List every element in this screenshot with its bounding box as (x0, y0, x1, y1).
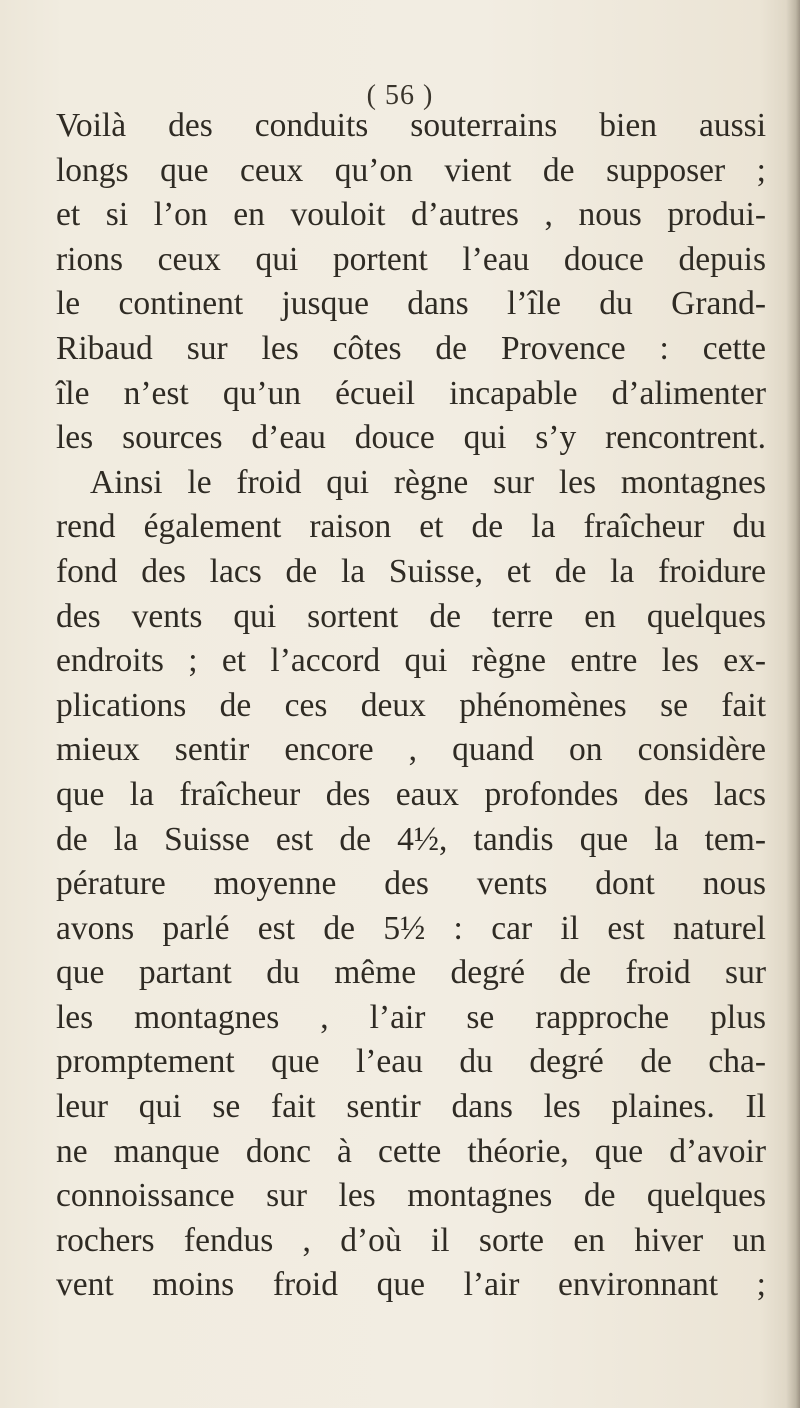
text-line: que la fraîcheur des eaux profondes des lacs (56, 775, 766, 813)
text-line: Ainsi le froid qui règne sur les montagnes (90, 463, 766, 501)
text-line: fond des lacs de la Suisse, et de la froidure (56, 552, 766, 590)
text-line: connoissance sur les montagnes de quelques (56, 1177, 766, 1215)
text-line: rions ceux qui portent l’eau douce depuis (56, 240, 766, 278)
text-line: plications de ces deux phénomènes se fait (56, 686, 766, 724)
text-line: que partant du même degré de froid sur (56, 954, 766, 992)
page-number: ( 56 ) (366, 80, 434, 111)
text-line: rend également raison et de la fraîcheur du (56, 508, 766, 546)
text-line: Voilà des conduits souterrains bien aussi (56, 107, 766, 144)
text-line: rochers fendus , d’où il sorte en hiver un (56, 1221, 766, 1259)
body-text (56, 104, 766, 1308)
text-line: ne manque donc à cette théorie, que d’avoir (56, 1132, 766, 1170)
text-line: les montagnes , l’air se rapproche plus (56, 998, 766, 1036)
text-line: Ribaud sur les côtes de Provence : cette (56, 329, 766, 367)
text-line: le continent jusque dans l’île du Grand- (56, 285, 766, 323)
text-line: et si l’on en vouloit d’autres , nous produi- (56, 196, 766, 234)
text-line: longs que ceux qu’on vient de supposer ; (56, 151, 766, 189)
text-line: vent moins froid que l’air environnant ; (56, 1266, 766, 1304)
text-line: promptement que l’eau du degré de cha- (56, 1043, 766, 1081)
text-line: de la Suisse est de 4½, tandis que la tem- (56, 820, 766, 858)
text-line: île n’est qu’un écueil incapable d’alimenter (56, 374, 766, 412)
text-line: endroits ; et l’accord qui règne entre les ex- (56, 642, 766, 680)
text-line: leur qui se fait sentir dans les plaines. Il (56, 1088, 766, 1126)
text-line: avons parlé est de 5½ : car il est naturel (56, 909, 766, 947)
text-line: les sources d’eau douce qui s’y rencontrent. (56, 419, 766, 457)
text-line: des vents qui sortent de terre en quelques (56, 597, 766, 635)
page-edge-shadow (786, 0, 800, 1408)
text-line: pérature moyenne des vents dont nous (56, 865, 766, 903)
text-line: mieux sentir encore , quand on considère (56, 731, 766, 769)
